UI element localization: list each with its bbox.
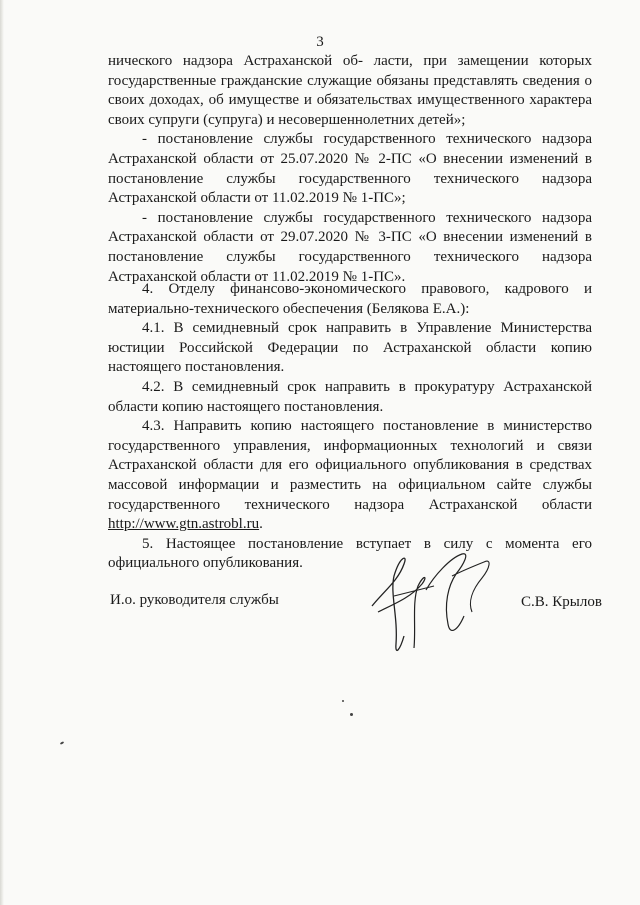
paragraph-decree-2: - постановление службы государственного технического надзора Астраханской области от 29.07.2020 № 3-ПС «О внесении изменений в постановление службы государственного технического надзора Астраханской области от 11.02.2019 № 1-ПС». — [108, 209, 592, 285]
page-number: 3 — [316, 34, 324, 50]
paragraph-decree-1: - постановление службы государственного технического надзора Астраханской области от 25.07.2020 № 2-ПС «О внесении изменений в постановление службы государственного технического надзора Астраханской области от 11.02.2019 № 1-ПС»; — [108, 131, 592, 207]
paragraph-continuation: ничеcкого надзора Астраханской об- ласти, при замещении которых государственные гражданские служащие обязаны представлять сведения о своих доходах, об имуществе и обязательствах имущественного характера своих супруги (супруга) и несовершеннолетних детей»; — [108, 53, 592, 128]
website-link[interactable]: http://www.gtn.astrobl.ru — [108, 516, 260, 533]
text-block-instructions — [108, 280, 592, 574]
paragraph-item-4-3 — [108, 417, 592, 535]
text-block-top — [108, 52, 592, 287]
paragraph-item-4-1: 4.1. В семидневный срок направить в Управление Министерства юстиции Российской Федерации по Астраханской области копию настоящего постановления. — [108, 320, 592, 376]
signatory-name: С.В. Крылов — [521, 594, 602, 610]
signature-block — [0, 584, 640, 684]
link-suffix: . — [259, 516, 263, 533]
scan-speck — [350, 713, 353, 716]
scan-speck — [342, 700, 344, 702]
handwritten-signature — [364, 546, 504, 666]
paragraph-item-4: 4. Отделу финансово-экономического правового, кадрового и материально-технического обеспечения (Белякова Е.А.): — [108, 281, 592, 317]
scan-speck — [60, 741, 64, 745]
scan-edge-shadow — [0, 0, 4, 905]
item-4-3-text: 4.3. Направить копию настоящего постановление в министерство государственного управления, информационных технологий и связи Астраханской области для его официального опубликования в средствах массовой информации и разместить на официальном сайте службы государственного технического надзора Астраханской области — [108, 418, 592, 513]
paragraph-item-5: 5. Настоящее постановление вступает в силу с момента его официального опубликования. — [108, 535, 592, 572]
signatory-title: И.о. руководителя службы — [110, 592, 279, 608]
paragraph-item-4-2: 4.2. В семидневный срок направить в прокуратуру Астраханской области копию настоящего постановления. — [108, 378, 592, 415]
